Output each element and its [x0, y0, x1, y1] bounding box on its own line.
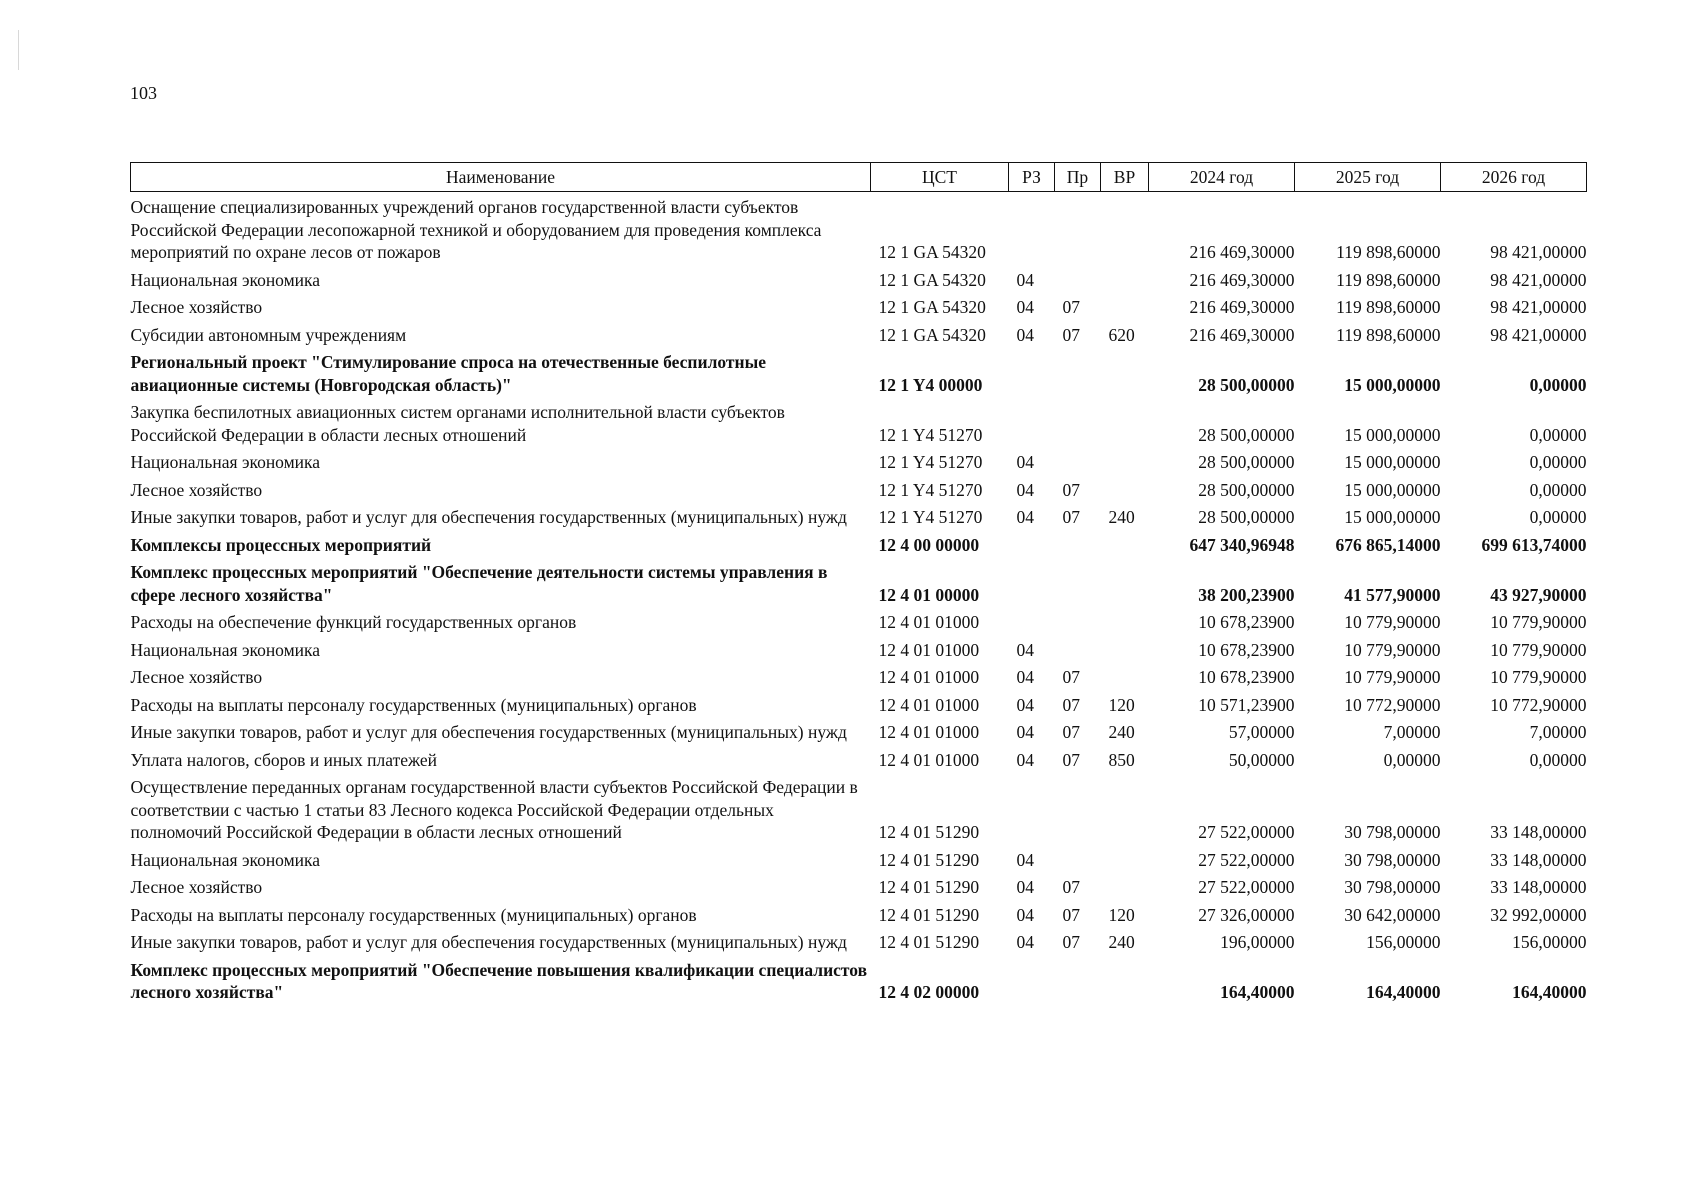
row-name: Лесное хозяйство — [130, 877, 263, 897]
row-cst: 12 4 01 01000 — [878, 694, 980, 715]
row-name: Региональный проект "Стимулирование спроса на отечественные беспилотные авиационные системы (Новгородская область)" — [130, 352, 767, 395]
row-name: Оснащение специализированных учреждений органов государственной власти субъектов Российской Федерации лесопожарной техникой и оборудованием для проведения комплекса мероприятий по охране лесов от пожаров — [130, 197, 822, 262]
row-2024: 50,00000 — [1228, 749, 1295, 770]
row-rz: 04 — [1016, 667, 1034, 687]
row-rz — [1009, 775, 1055, 848]
row-vr — [1101, 350, 1149, 400]
row-rz: 04 — [1016, 639, 1034, 660]
row-2024: 196,00000 — [1220, 932, 1295, 952]
row-2026: 0,00000 — [1529, 749, 1587, 770]
header-cst: ЦСТ — [871, 163, 1009, 192]
table-row — [131, 958, 1587, 1008]
table-row — [131, 665, 1587, 693]
table-body — [131, 192, 1587, 1008]
row-2025: 119 898,60000 — [1336, 242, 1441, 262]
row-pr: 07 — [1062, 749, 1080, 770]
row-vr: 850 — [1108, 749, 1135, 770]
row-2024: 27 326,00000 — [1198, 904, 1295, 925]
table-row — [131, 450, 1587, 478]
row-vr — [1101, 533, 1149, 561]
row-pr — [1055, 958, 1101, 1008]
row-2025: 119 898,60000 — [1336, 269, 1441, 290]
row-cst: 12 1 Y4 51270 — [878, 424, 983, 445]
row-vr — [1101, 560, 1149, 610]
row-rz — [1009, 400, 1055, 450]
table-row — [131, 192, 1587, 268]
row-cst: 12 4 01 51290 — [878, 822, 980, 842]
row-2025: 30 798,00000 — [1344, 822, 1441, 842]
row-2024: 216 469,30000 — [1189, 269, 1295, 290]
table-row — [131, 693, 1587, 721]
budget-table — [130, 162, 1587, 1008]
row-name: Уплата налогов, сборов и иных платежей — [130, 749, 437, 770]
row-pr: 07 — [1062, 877, 1080, 897]
table-row — [131, 505, 1587, 533]
row-rz: 04 — [1016, 904, 1034, 925]
row-2026: 156,00000 — [1512, 932, 1587, 952]
row-pr: 07 — [1062, 694, 1080, 715]
row-2026: 0,00000 — [1529, 507, 1587, 527]
row-rz: 04 — [1016, 324, 1034, 345]
row-vr: 240 — [1108, 507, 1135, 527]
row-cst: 12 4 01 01000 — [878, 667, 980, 687]
header-2026: 2026 год — [1441, 163, 1587, 192]
row-vr: 240 — [1108, 722, 1135, 742]
row-vr — [1101, 875, 1149, 903]
row-name: Комплексы процессных мероприятий — [130, 534, 432, 555]
row-pr — [1055, 638, 1101, 666]
row-2025: 15 000,00000 — [1344, 479, 1441, 500]
row-name: Лесное хозяйство — [130, 479, 263, 500]
header-row — [131, 163, 1587, 192]
row-rz — [1009, 610, 1055, 638]
row-2024: 10 678,23900 — [1198, 639, 1295, 660]
row-2025: 30 642,00000 — [1344, 904, 1441, 925]
row-name: Иные закупки товаров, работ и услуг для обеспечения государственных (муниципальных) нужд — [130, 722, 847, 742]
row-2024: 38 200,23900 — [1198, 584, 1295, 605]
row-rz: 04 — [1016, 507, 1034, 527]
table-row — [131, 903, 1587, 931]
row-name: Расходы на выплаты персоналу государственных (муниципальных) органов — [130, 694, 697, 715]
row-cst: 12 4 01 01000 — [878, 722, 980, 742]
row-rz: 04 — [1016, 932, 1034, 952]
row-vr: 120 — [1108, 904, 1135, 925]
row-rz — [1009, 533, 1055, 561]
row-2025: 0,00000 — [1383, 749, 1441, 770]
row-pr — [1055, 610, 1101, 638]
row-2025: 15 000,00000 — [1344, 452, 1441, 472]
row-vr — [1101, 268, 1149, 296]
row-2024: 27 522,00000 — [1198, 849, 1295, 870]
table-row — [131, 268, 1587, 296]
row-2025: 10 779,90000 — [1344, 612, 1441, 632]
row-2026: 10 779,90000 — [1490, 612, 1587, 632]
row-2024: 164,40000 — [1220, 982, 1295, 1002]
table-row — [131, 350, 1587, 400]
row-vr — [1101, 848, 1149, 876]
page-number: 103 — [130, 83, 157, 103]
row-pr: 07 — [1062, 667, 1080, 687]
row-2024: 216 469,30000 — [1189, 324, 1295, 345]
row-rz: 04 — [1016, 849, 1034, 870]
row-cst: 12 4 01 51290 — [878, 849, 980, 870]
row-2024: 28 500,00000 — [1198, 479, 1295, 500]
row-2026: 7,00000 — [1529, 722, 1587, 742]
row-rz: 04 — [1016, 297, 1034, 317]
row-2025: 7,00000 — [1383, 722, 1441, 742]
row-name: Осуществление переданных органам государственной власти субъектов Российской Федерации в соответствии с частью 1 статьи 83 Лесного кодекса Российской Федерации отдельных полномочий Российской Федерации в области лесных отношений — [130, 777, 858, 842]
row-pr — [1055, 400, 1101, 450]
row-rz: 04 — [1016, 694, 1034, 715]
table-row — [131, 775, 1587, 848]
row-2024: 27 522,00000 — [1198, 822, 1295, 842]
row-2024: 216 469,30000 — [1189, 297, 1295, 317]
row-2024: 647 340,96948 — [1189, 534, 1295, 555]
row-2026: 33 148,00000 — [1490, 877, 1587, 897]
scan-edge-mark — [18, 30, 19, 70]
row-cst: 12 1 GA 54320 — [878, 324, 986, 345]
row-pr: 07 — [1062, 932, 1080, 952]
row-2026: 164,40000 — [1512, 982, 1587, 1002]
header-2024: 2024 год — [1149, 163, 1295, 192]
row-2026: 0,00000 — [1529, 374, 1587, 395]
row-vr: 620 — [1108, 324, 1135, 345]
table-row — [131, 478, 1587, 506]
row-2025: 119 898,60000 — [1336, 324, 1441, 345]
row-2026: 98 421,00000 — [1490, 242, 1587, 262]
row-2026: 98 421,00000 — [1490, 324, 1587, 345]
row-rz — [1009, 958, 1055, 1008]
row-cst: 12 1 GA 54320 — [878, 269, 986, 290]
row-cst: 12 4 00 00000 — [878, 534, 980, 555]
table-row — [131, 638, 1587, 666]
table-row — [131, 930, 1587, 958]
row-name: Национальная экономика — [130, 849, 321, 870]
row-rz: 04 — [1016, 452, 1034, 472]
row-pr — [1055, 775, 1101, 848]
row-2024: 28 500,00000 — [1198, 452, 1295, 472]
row-vr — [1101, 295, 1149, 323]
row-vr — [1101, 665, 1149, 693]
row-2026: 699 613,74000 — [1481, 534, 1587, 555]
row-2026: 98 421,00000 — [1490, 297, 1587, 317]
row-2024: 28 500,00000 — [1198, 424, 1295, 445]
header-2025: 2025 год — [1295, 163, 1441, 192]
row-2026: 33 148,00000 — [1490, 822, 1587, 842]
row-name: Лесное хозяйство — [130, 297, 263, 317]
row-vr — [1101, 638, 1149, 666]
row-vr — [1101, 400, 1149, 450]
row-2026: 10 772,90000 — [1490, 694, 1587, 715]
row-rz: 04 — [1016, 722, 1034, 742]
row-cst: 12 4 01 01000 — [878, 612, 980, 632]
row-cst: 12 4 01 00000 — [878, 584, 980, 605]
table-row — [131, 533, 1587, 561]
table-row — [131, 560, 1587, 610]
row-2024: 10 678,23900 — [1198, 612, 1295, 632]
row-2024: 10 678,23900 — [1198, 667, 1295, 687]
row-name: Закупка беспилотных авиационных систем органами исполнительной власти субъектов Российской Федерации в области лесных отношений — [130, 402, 785, 445]
row-name: Национальная экономика — [130, 269, 321, 290]
row-2026: 0,00000 — [1529, 479, 1587, 500]
row-cst: 12 4 02 00000 — [878, 982, 980, 1002]
row-2024: 216 469,30000 — [1189, 242, 1295, 262]
row-2025: 10 779,90000 — [1344, 639, 1441, 660]
row-2025: 15 000,00000 — [1344, 424, 1441, 445]
row-rz: 04 — [1016, 479, 1034, 500]
row-name: Иные закупки товаров, работ и услуг для обеспечения государственных (муниципальных) нужд — [130, 932, 847, 952]
row-cst: 12 4 01 51290 — [878, 904, 980, 925]
row-rz — [1009, 560, 1055, 610]
row-cst: 12 1 GA 54320 — [878, 242, 986, 262]
row-2026: 0,00000 — [1529, 424, 1587, 445]
row-name: Иные закупки товаров, работ и услуг для обеспечения государственных (муниципальных) нужд — [130, 507, 847, 527]
row-pr: 07 — [1062, 324, 1080, 345]
table-row — [131, 720, 1587, 748]
row-name: Расходы на выплаты персоналу государственных (муниципальных) органов — [130, 904, 697, 925]
row-rz: 04 — [1016, 269, 1034, 290]
row-2025: 10 779,90000 — [1344, 667, 1441, 687]
row-2025: 164,40000 — [1366, 982, 1441, 1002]
row-pr — [1055, 848, 1101, 876]
row-pr: 07 — [1062, 722, 1080, 742]
row-2026: 10 779,90000 — [1490, 667, 1587, 687]
row-pr — [1055, 533, 1101, 561]
row-vr — [1101, 958, 1149, 1008]
row-cst: 12 4 01 01000 — [878, 639, 980, 660]
table-row — [131, 848, 1587, 876]
table-row — [131, 610, 1587, 638]
row-rz — [1009, 192, 1055, 268]
row-vr — [1101, 450, 1149, 478]
header-vr: ВР — [1101, 163, 1149, 192]
row-pr: 07 — [1062, 479, 1080, 500]
row-name: Национальная экономика — [130, 452, 321, 472]
row-cst: 12 1 Y4 00000 — [878, 374, 983, 395]
header-rz: РЗ — [1009, 163, 1055, 192]
row-cst: 12 1 Y4 51270 — [878, 479, 983, 500]
row-pr — [1055, 268, 1101, 296]
table-row — [131, 748, 1587, 776]
row-2026: 33 148,00000 — [1490, 849, 1587, 870]
row-pr — [1055, 350, 1101, 400]
row-2025: 30 798,00000 — [1344, 849, 1441, 870]
row-2025: 30 798,00000 — [1344, 877, 1441, 897]
row-vr: 240 — [1108, 932, 1135, 952]
row-name: Комплекс процессных мероприятий "Обеспечение повышения квалификации специалистов лесного хозяйства" — [130, 959, 868, 1002]
row-vr: 120 — [1108, 694, 1135, 715]
row-2026: 43 927,90000 — [1490, 584, 1587, 605]
row-vr — [1101, 192, 1149, 268]
row-pr: 07 — [1062, 904, 1080, 925]
row-pr — [1055, 192, 1101, 268]
row-2025: 10 772,90000 — [1344, 694, 1441, 715]
table-row — [131, 875, 1587, 903]
row-cst: 12 1 GA 54320 — [878, 297, 986, 317]
table-row — [131, 400, 1587, 450]
row-2025: 119 898,60000 — [1336, 297, 1441, 317]
table-row — [131, 323, 1587, 351]
table-header — [131, 163, 1587, 192]
row-2024: 28 500,00000 — [1198, 374, 1295, 395]
row-pr: 07 — [1062, 507, 1080, 527]
row-2026: 0,00000 — [1529, 452, 1587, 472]
row-name: Национальная экономика — [130, 639, 321, 660]
row-name: Комплекс процессных мероприятий "Обеспечение деятельности системы управления в сфере лесного хозяйства" — [130, 562, 828, 605]
row-2025: 156,00000 — [1366, 932, 1441, 952]
row-pr — [1055, 560, 1101, 610]
header-name: Наименование — [131, 163, 871, 192]
row-rz — [1009, 350, 1055, 400]
header-pr: Пр — [1055, 163, 1101, 192]
row-2024: 27 522,00000 — [1198, 877, 1295, 897]
row-2024: 28 500,00000 — [1198, 507, 1295, 527]
row-pr — [1055, 450, 1101, 478]
table-row — [131, 295, 1587, 323]
row-cst: 12 4 01 01000 — [878, 749, 980, 770]
row-name: Расходы на обеспечение функций государственных органов — [130, 612, 577, 632]
row-cst: 12 1 Y4 51270 — [878, 507, 983, 527]
row-cst: 12 4 01 51290 — [878, 877, 980, 897]
row-2024: 57,00000 — [1228, 722, 1295, 742]
row-2024: 10 571,23900 — [1198, 694, 1295, 715]
row-cst: 12 4 01 51290 — [878, 932, 980, 952]
row-name: Субсидии автономным учреждениям — [130, 324, 407, 345]
row-2025: 41 577,90000 — [1344, 584, 1441, 605]
row-2026: 98 421,00000 — [1490, 269, 1587, 290]
row-vr — [1101, 478, 1149, 506]
row-rz: 04 — [1016, 877, 1034, 897]
row-vr — [1101, 610, 1149, 638]
row-pr: 07 — [1062, 297, 1080, 317]
row-vr — [1101, 775, 1149, 848]
row-2026: 10 779,90000 — [1490, 639, 1587, 660]
row-2025: 15 000,00000 — [1344, 374, 1441, 395]
row-name: Лесное хозяйство — [130, 667, 263, 687]
row-2025: 15 000,00000 — [1344, 507, 1441, 527]
row-cst: 12 1 Y4 51270 — [878, 452, 983, 472]
row-2026: 32 992,00000 — [1490, 904, 1587, 925]
row-rz: 04 — [1016, 749, 1034, 770]
row-2025: 676 865,14000 — [1335, 534, 1441, 555]
